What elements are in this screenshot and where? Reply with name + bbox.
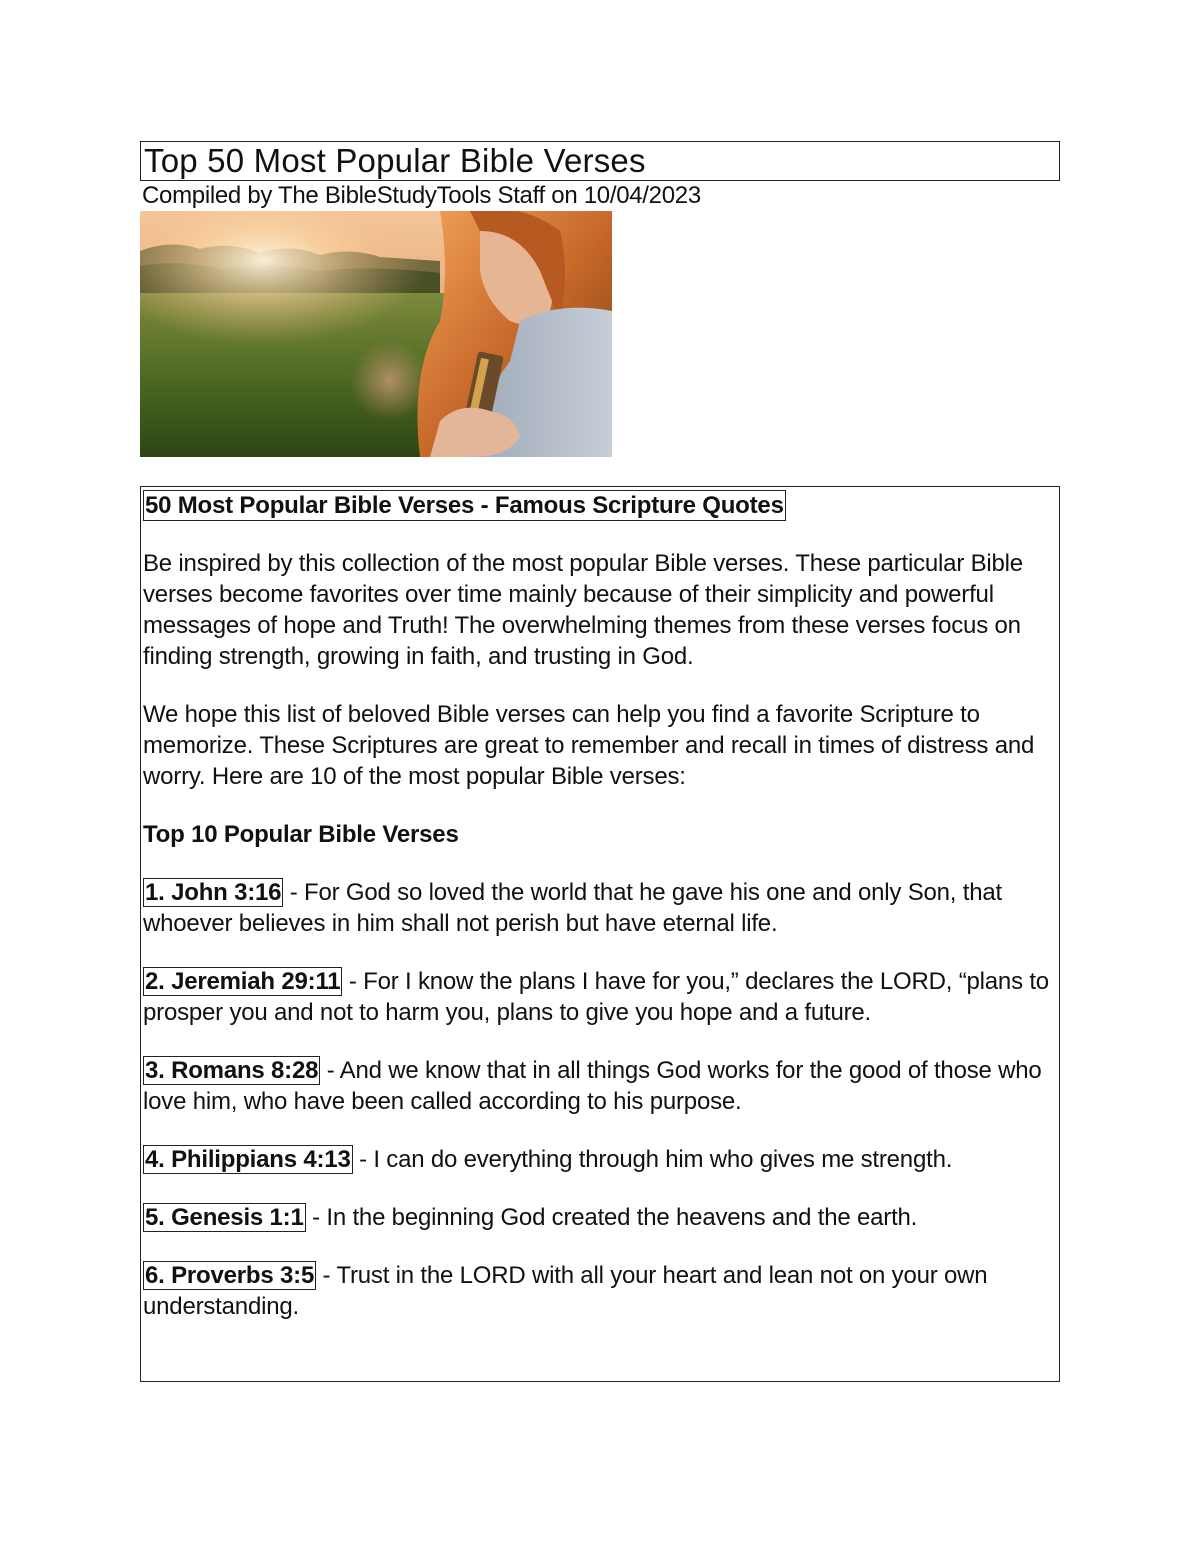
verse-text: - For I know the plans I have for you,” declares the LORD, “plans to prosper you and not to harm you, plans to give you hope and a future. xyxy=(143,968,1049,1026)
intro-paragraph-1: Be inspired by this collection of the most popular Bible verses. These particular Bible verses become favorites over time mainly because of their simplicity and powerful messages of hope and Truth! The overwhelming themes from these verses focus on finding strength, growing in faith, and trusting in God. xyxy=(143,550,1023,670)
verse-text: - For God so loved the world that he gave his one and only Son, that whoever believes in him shall not perish but have eternal life. xyxy=(143,879,1002,937)
document-page xyxy=(140,141,1060,457)
intro-paragraph-2: We hope this list of beloved Bible verses can help you find a favorite Scripture to memorize. These Scriptures are great to remember and recall in times of distress and worry. Here are 10 of the most popular Bible verses: xyxy=(143,701,1035,790)
verse-reference-link[interactable]: 5. Genesis 1:1 xyxy=(145,1204,304,1231)
list-heading: Top 10 Popular Bible Verses xyxy=(143,821,459,848)
verse-reference-link[interactable]: 4. Philippians 4:13 xyxy=(145,1146,351,1173)
list-item xyxy=(143,966,1055,1028)
article-box xyxy=(140,486,1060,1382)
header-photo xyxy=(140,211,612,457)
verse-text: - Trust in the LORD with all your heart and lean not on your own understanding. xyxy=(143,1262,988,1320)
article-heading[interactable]: 50 Most Popular Bible Verses - Famous Scripture Quotes xyxy=(145,492,784,519)
verse-reference-link[interactable]: 1. John 3:16 xyxy=(145,879,282,906)
verse-text: - In the beginning God created the heavens and the earth. xyxy=(305,1204,918,1231)
verse-text: - I can do everything through him who gives me strength. xyxy=(352,1146,953,1173)
list-item xyxy=(143,877,1055,939)
verse-reference-link[interactable]: 2. Jeremiah 29:11 xyxy=(145,968,341,995)
verse-text: - And we know that in all things God works for the good of those who love him, who have been called according to his purpose. xyxy=(143,1057,1042,1115)
list-item xyxy=(143,1144,1055,1175)
verse-reference-link[interactable]: 3. Romans 8:28 xyxy=(145,1057,319,1084)
list-item xyxy=(143,1260,1055,1322)
verse-reference-link[interactable]: 6. Proverbs 3:5 xyxy=(145,1262,315,1289)
list-item xyxy=(143,1055,1055,1117)
list-item xyxy=(143,1202,1055,1233)
document-title: Top 50 Most Popular Bible Verses xyxy=(140,141,1060,181)
document-byline: Compiled by The BibleStudyTools Staff on 10/04/2023 xyxy=(142,182,701,209)
